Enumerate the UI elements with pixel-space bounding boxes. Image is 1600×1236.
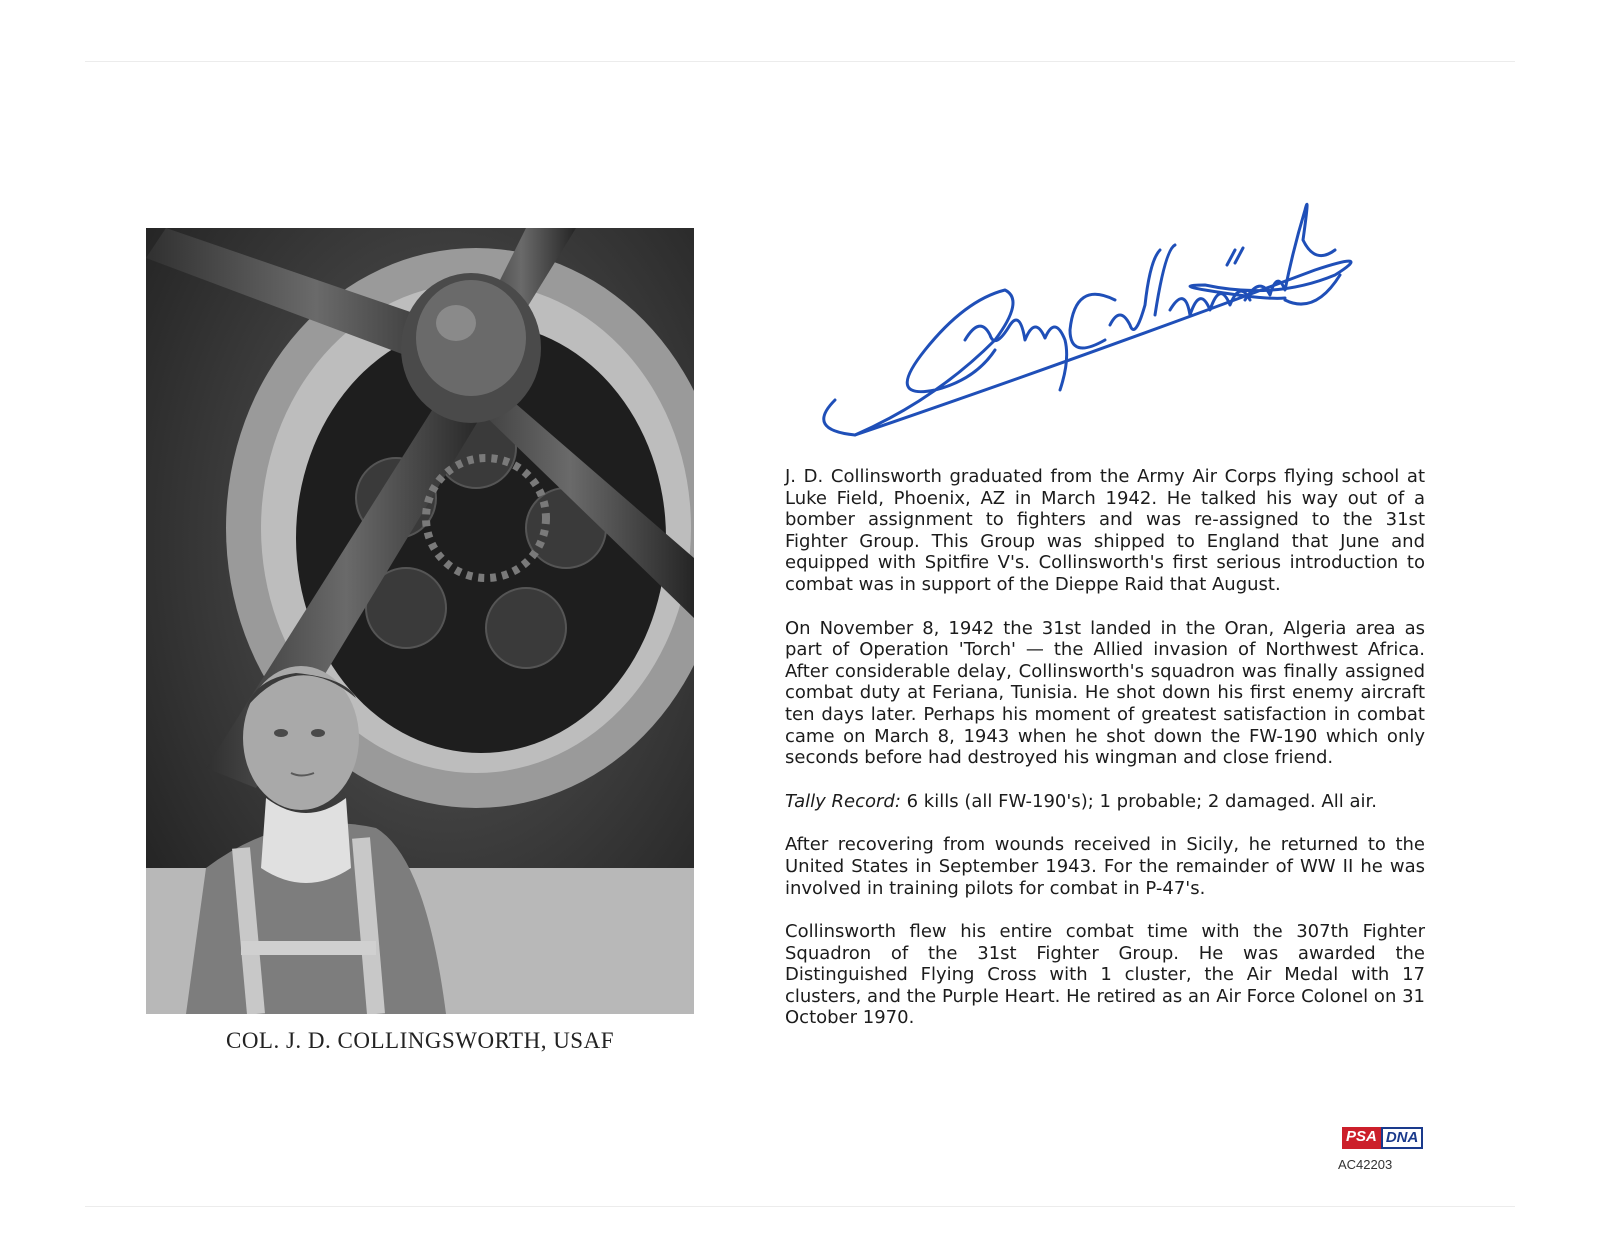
tally-record [785,791,1425,813]
page-edge-top [85,61,1515,62]
authentication-logo-part2: DNA [1381,1127,1424,1149]
photo-artwork [146,228,694,1014]
bio-paragraph-4: Collinsworth flew his entire combat time with the 307th Fighter Squadron of the 31st Fighter Group. He was awarded the Distinguished Flying Cross with 1 cluster, the Air Medal with 17 clusters, and the Purple Heart. He retired as an Air Force Colonel on 31 October 1970. [785,921,1425,1029]
tally-record-value: 6 kills (all FW-190's); 1 probable; 2 damaged. All air. [900,790,1377,812]
portrait-photo [146,228,694,1014]
page-edge-bottom [85,1206,1515,1207]
authentication-logo-part1: PSA [1342,1127,1381,1149]
authentication-code: AC42203 [1338,1157,1393,1172]
autograph-signature [815,100,1375,460]
tally-record-label: Tally Record: [785,790,901,812]
bio-paragraph-3: After recovering from wounds received in Sicily, he returned to the United States in September 1943. For the remainder of WW II he was involved in training pilots for combat in P-47's. [785,834,1425,899]
authentication-logo [1342,1127,1423,1149]
bio-paragraph-2: On November 8, 1942 the 31st landed in the Oran, Algeria area as part of Operation 'Torch' — the Allied invasion of Northwest Africa. After considerable delay, Collinsworth's squadron was finally assigned combat duty at Feriana, Tunisia. He shot down his first enemy aircraft ten days later. Perhaps his moment of greatest satisfaction in combat came on March 8, 1943 when he shot down the FW-190 which only seconds before had destroyed his wingman and close friend. [785,617,1425,769]
biography-text [785,466,1425,1051]
signature-artwork [815,100,1375,460]
photo-caption: COL. J. D. COLLINGSWORTH, USAF [225,1028,615,1053]
bio-paragraph-1: J. D. Collinsworth graduated from the Army Air Corps flying school at Luke Field, Phoenix, AZ in March 1942. He talked his way out of a bomber assignment to fighters and was re-assigned to the 31st Fighter Group. This Group was shipped to England that June and equipped with Spitfire V's. Collinsworth's first serious introduction to combat was in support of the Dieppe Raid that August. [785,466,1425,595]
